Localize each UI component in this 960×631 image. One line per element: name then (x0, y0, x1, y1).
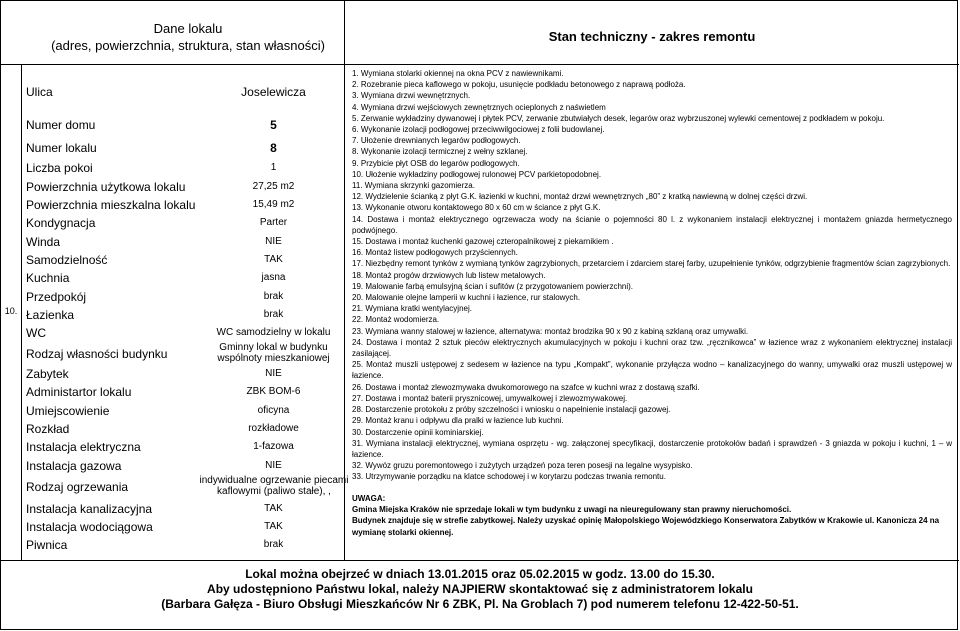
scope-item: 9. Przybicie płyt OSB do legarów podłogowych. (352, 158, 520, 168)
field-label-powierzchnia-mieszkalna: Powierzchnia mieszkalna lokalu (26, 198, 196, 212)
scope-item: 25. Montaż muszli ustępowej z sedesem w łazience na typu „Kompakt”, wykonanie przyłącza wodno – kanalizacyjnego do wanny, umywalki oraz muszli ustępowej w łazience. (352, 360, 952, 381)
header-technical-state: Stan techniczny - zakres remontu (548, 29, 756, 44)
scope-item: 5. Zerwanie wykładziny dywanowej i płytek PCV, zerwanie zbutwiałych desek, legarów oraz wybrzuszonej wylewki cementowej z podkładem w pokoju. (352, 113, 885, 123)
notes-line: Budynek znajduje się w strefie zabytkowej. Należy uzyskać opinię Małopolskiego Wojewódzkiego Konserwatora Zabytków w Krakowie ul. Kanonicza 24 na wymianę stolarki okiennej. (352, 516, 940, 537)
field-value-numer-lokalu: 8 (270, 141, 277, 155)
field-value-rodzaj-wlasnosci: Gminny lokal w budynku wspólnoty mieszkaniowej (217, 342, 330, 364)
scope-item: 19. Malowanie farbą emulsyjną ścian i sufitów (z przygotowaniem powierzchni). (352, 281, 634, 291)
scope-item: 8. Wykonanie izolacji termicznej z wełny szklanej. (352, 147, 528, 157)
footer-contact-details: (Barbara Gałęza - Biuro Obsługi Mieszkańców Nr 6 ZBK, Pl. Na Groblach 7) pod numerem telefonu 12-422-50-51. (161, 597, 799, 611)
scope-item: 16. Montaż listew podłogowych przyściennych. (352, 248, 518, 258)
field-label-powierzchnia-uzytkowa: Powierzchnia użytkowa lokalu (26, 180, 186, 194)
scope-item: 2. Rozebranie pieca kaflowego w pokoju, usunięcie podkładu betonowego z naprawą podłoża. (352, 80, 686, 90)
field-value-kuchnia: jasna (261, 272, 286, 283)
field-value-piwnica: brak (263, 539, 284, 550)
scope-item: 3. Wymiana drzwi wewnętrznych. (352, 91, 471, 101)
scope-item: 23. Wymiana wanny stalowej w łazience, alternatywa: montaż brodzika 90 x 90 z kabiną szklaną oraz umywalki. (352, 326, 749, 336)
field-label-kondygnacja: Kondygnacja (26, 216, 96, 230)
field-value-lazienka: brak (263, 309, 284, 320)
scope-item: 29. Montaż kranu i odpływu dla pralki w łazience lub kuchni. (352, 416, 564, 426)
scope-item: 13. Wykonanie otworu kontaktowego 80 x 60 cm w ściance z płyt G.K. (352, 203, 601, 213)
field-label-rodzaj-wlasnosci: Rodzaj własności budynku (26, 347, 168, 361)
field-value-kondygnacja: Parter (259, 217, 288, 228)
scope-item: 18. Montaż progów drzwiowych lub listew metalowych. (352, 270, 546, 280)
scope-item: 1. Wymiana stolarki okiennej na okna PCV z nawiewnikami. (352, 69, 564, 78)
field-label-kuchnia: Kuchnia (26, 271, 70, 285)
scope-item: 4. Wymiana drzwi wejściowych zewnętrznych ocieplonych z naświetlem (352, 102, 606, 112)
scope-item: 15. Dostawa i montaż kuchenki gazowej czteropalnikowej z piekarnikiem . (352, 237, 614, 247)
field-label-lazienka: Łazienka (26, 308, 75, 322)
row-number: 10. (4, 306, 18, 316)
field-value-wc: WC samodzielny w lokalu (216, 327, 331, 338)
renovation-scope-list (352, 68, 952, 483)
scope-item: 24. Dostawa i montaż 2 sztuk pieców elektrycznych akumulacyjnych w pokoju i kuchni oraz tzw. „ręcznikowca” w łazience wraz z wykonaniem elektrycznej instalacji zasilającej. (352, 337, 952, 359)
field-label-samodzielnosc: Samodzielność (26, 253, 108, 267)
footer-viewing-dates: Lokal można obejrzeć w dniach 13.01.2015 oraz 05.02.2015 w godz. 13.00 do 15.30. (245, 567, 715, 581)
scope-item: 14. Dostawa i montaż elektrycznego ogrzewacza wody na ścianie o pojemności 80 l. z wykonaniem instalacji elektrycznej i montażem gniazda hermetycznego podwójnego. (352, 214, 952, 235)
field-value-liczba-pokoi: 1 (270, 162, 277, 173)
field-label-numer-lokalu: Numer lokalu (26, 141, 97, 155)
scope-item: 6. Wykonanie izolacji podłogowej przeciwwilgociowej z folii budowlanej. (352, 125, 605, 135)
footer-contact-instruction: Aby udostępniono Państwu lokal, należy NAJPIERW skontaktować się z administratorem lokalu (207, 582, 753, 596)
scope-item: 30. Dostarczenie opinii kominiarskiej. (352, 427, 484, 437)
header-lokal-data (23, 9, 353, 64)
field-value-zabytek: NIE (265, 368, 282, 379)
field-value-umiejscowienie: oficyna (257, 405, 290, 416)
field-value-przedpokoj: brak (263, 291, 284, 302)
field-label-przedpokoj: Przedpokój (26, 290, 87, 304)
field-label-instalacja-kanalizacyjna: Instalacja kanalizacyjna (26, 502, 153, 516)
column-divider-number (21, 65, 22, 561)
scope-item: 20. Malowanie olejne lamperii w kuchni i łazience, rur stalowych. (352, 293, 581, 303)
field-label-piwnica: Piwnica (26, 538, 68, 552)
field-label-instalacja-elektryczna: Instalacja elektryczna (26, 440, 141, 454)
scope-item: 27. Dostawa i montaż baterii prysznicowej, umywalkowej i zlewozmywakowej. (352, 393, 628, 403)
field-label-instalacja-wodociagowa: Instalacja wodociągowa (26, 520, 153, 534)
scope-item: 11. Wymiana skrzynki gazomierza. (352, 181, 475, 191)
scope-item: 21. Wymiana kratki wentylacyjnej. (352, 304, 472, 314)
field-label-instalacja-gazowa: Instalacja gazowa (26, 459, 122, 473)
scope-item: 26. Dostawa i montaż zlewozmywaka dwukomorowego na szafce w kuchni wraz z dostawą szafki. (352, 382, 700, 392)
header-divider (1, 64, 959, 65)
notes-line: Gmina Miejska Kraków nie sprzedaje lokali w tym budynku z uwagi na nieuregulowany stan prawny nieruchomości. (352, 505, 792, 515)
field-value-samodzielnosc: TAK (264, 254, 283, 265)
viewing-info-footer (1, 567, 959, 612)
scope-item: 31. Wymiana instalacji elektrycznej, wymiana osprzętu - wg. załączonej specyfikacji, dostarczenie protokołów badań i sprawdzeń - 3 gniazda w pokoju i kuchni, 1 – w łazience. (352, 438, 952, 459)
notes-heading: UWAGA: (352, 494, 386, 503)
field-value-instalacja-wodociagowa: TAK (264, 521, 283, 532)
scope-item: 32. Wywóz gruzu poremontowego i zużytych urządzeń poza teren posesji na legalne wysypisko. (352, 461, 693, 471)
field-label-wc: WC (26, 326, 46, 340)
field-value-administrator: ZBK BOM-6 (246, 386, 301, 397)
field-label-administrator: Administartor lokalu (26, 385, 132, 399)
field-label-zabytek: Zabytek (26, 367, 69, 381)
scope-item: 7. Ułożenie drewnianych legarów podłogowych. (352, 136, 521, 146)
field-value-instalacja-kanalizacyjna: TAK (264, 503, 283, 514)
field-label-ulica: Ulica (26, 85, 53, 99)
field-label-winda: Winda (26, 235, 61, 249)
scope-item: 28. Dostarczenie protokołu z próby szczelności i wniosku o napełnienie instalacji gazowej. (352, 405, 671, 415)
field-value-winda: NIE (265, 236, 282, 247)
field-label-rozklad: Rozkład (26, 422, 70, 436)
field-label-umiejscowienie: Umiejscowienie (26, 404, 110, 418)
header-lokal-subtitle: (adres, powierzchnia, struktura, stan własności) (51, 37, 325, 53)
field-value-instalacja-elektryczna: 1-fazowa (253, 441, 294, 452)
field-value-instalacja-gazowa: NIE (265, 460, 282, 471)
footer-divider (1, 560, 959, 561)
field-value-powierzchnia-mieszkalna: 15,49 m2 (252, 199, 295, 210)
field-label-rodzaj-ogrzewania: Rodzaj ogrzewania (26, 480, 129, 494)
field-value-rodzaj-ogrzewania: indywidualne ogrzewanie piecami kaflowymi (paliwo stałe), , (199, 475, 349, 497)
field-value-rozklad: rozkładowe (248, 423, 299, 434)
scope-item: 12. Wydzielenie ścianką z płyt G.K. łazienki w kuchni, montaż drzwi wewnętrznych „80” z kratką nawiewną w dolnej części drzwi. (352, 192, 808, 202)
field-label-liczba-pokoi: Liczba pokoi (26, 161, 93, 175)
field-value-numer-domu: 5 (270, 118, 277, 132)
header-lokal-title: Dane lokalu (153, 20, 223, 36)
scope-item: 22. Montaż wodomierza. (352, 315, 440, 325)
scope-item: 17. Niezbędny remont tynków z wymianą tynków zagrzybionych, przetarciem i zdarciem starej farby, uzupełnienie tynków, odgrzybienie fragmentów ścian zagrzybionych. (352, 259, 951, 269)
scope-item: 33. Utrzymywanie porządku na klatce schodowej i w korytarzu podczas trwania remontu. (352, 472, 666, 482)
notes-block (352, 493, 952, 538)
field-value-powierzchnia-uzytkowa: 27,25 m2 (252, 181, 295, 192)
scope-item: 10. Ułożenie wykładziny podłogowej rulonowej PCV parkietopodobnej. (352, 169, 602, 179)
field-value-ulica: Joselewicza (241, 85, 306, 99)
field-label-numer-domu: Numer domu (26, 118, 96, 132)
